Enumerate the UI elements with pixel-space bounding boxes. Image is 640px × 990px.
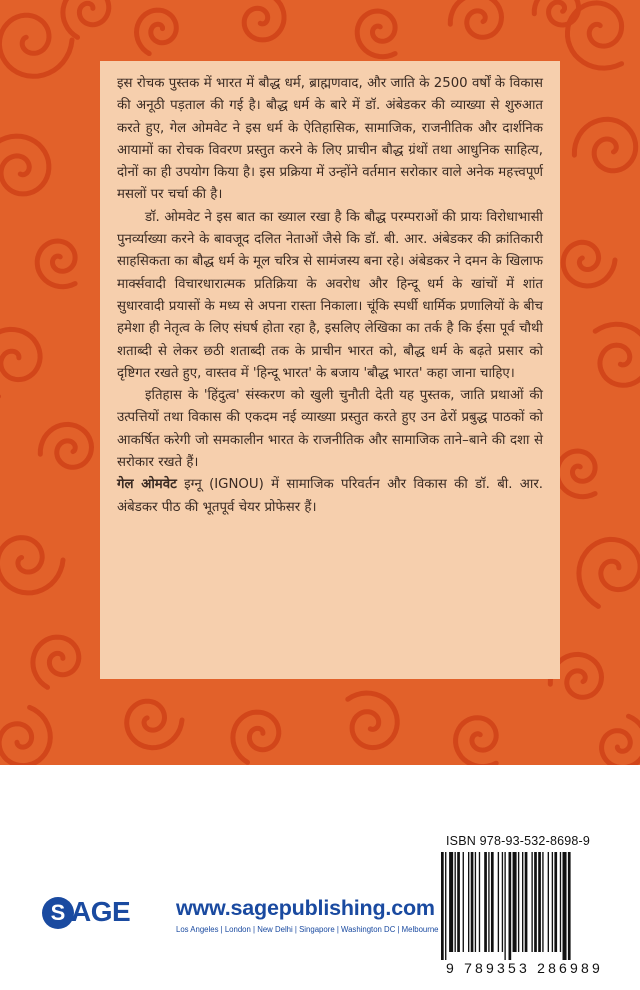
barcode-bar — [568, 852, 571, 960]
publisher-website-link[interactable]: www.sagepublishing.com — [176, 896, 435, 920]
barcode-bar — [491, 852, 494, 952]
swirl — [0, 329, 40, 396]
barcode-bar — [449, 852, 453, 952]
barcode-bar — [534, 852, 537, 952]
barcode-bar — [548, 852, 549, 952]
barcode-bar — [542, 852, 543, 952]
swirl — [534, 0, 578, 25]
barcode-bar — [513, 852, 517, 952]
swirl — [63, 0, 109, 37]
synopsis-paragraph-2: डॉ. ओमवेट ने इस बात का ख्याल रखा है कि बौद्ध परम्पराओं की प्रायः विरोधाभासी पुनर्व्याख्या करने के बावजूद दलित नेताओं जैसे कि डॉ. बी. आर. अंबेडकर की क्रांतिकारी साहसिकता का बौद्ध धर्म के मूल चरित्र से सामंजस्य बना रहे। अंबेडकर ने दमन के खिलाफ मार्क्सवादी विचारधारात्मक प्रतिक्रिया के अवरोध और हिन्दू धर्म के खांचों में शांत सुधारवादी प्रयासों के मध्य से अपना रास्ता निकाला। चूंकि स्पर्धी धार्मिक प्रणालियों के बीच हमेशा ही नेतृत्व के लिए संघर्ष होता रहा है, इसलिए लेखिका का तर्क है कि ईसा पूर्व चौथी शताब्दी से लेकर छठी शताब्दी तक के प्राचीन भारत को, बौद्ध धर्म के बढ़ते प्रसार को दृष्टिगत रखते हुए, वास्तव में 'हिन्दू भारत' के बजाय 'बौद्ध भारत' कहा जाना चाहिए। — [117, 209, 543, 381]
swirl — [450, 0, 501, 37]
barcode-bar — [502, 852, 503, 952]
barcode-bar — [563, 852, 567, 960]
author-bio — [117, 474, 543, 519]
swirl — [348, 693, 397, 748]
synopsis-paragraph-3: इतिहास के 'हिंदुत्व' संस्करण को खुली चुनौती देती यह पुस्तक, जाति प्रथाओं की उत्पत्तियों तथा विकास की एकदम नई व्याख्या प्रस्तुत करते हुए उन ढेरों प्रबुद्ध पाठकों को आकर्षित करेगी जो समकालीन भारत के राजनीतिक और सामाजिक ताने–बाने की दशा से सरोकार रखते हैं। — [117, 388, 543, 471]
barcode-bar — [554, 852, 557, 952]
swirl — [37, 241, 75, 287]
footer — [0, 765, 640, 990]
swirl — [127, 701, 182, 748]
swirl — [574, 119, 635, 171]
swirl — [233, 712, 279, 762]
swirl — [40, 424, 91, 467]
barcode-bar — [475, 852, 476, 952]
sage-logo-mark: S — [42, 897, 74, 929]
swirl — [557, 451, 595, 497]
barcode-bar — [457, 852, 460, 952]
barcode-bar — [538, 852, 541, 952]
isbn-label: ISBN 978-93-532-8698-9 — [446, 834, 591, 848]
synopsis-paragraph-1: इस रोचक पुस्तक में भारत में बौद्ध धर्म, ब्राह्मणवाद, और जाति के 2500 वर्षों के विकास की अनूठी पड़ताल की गई है। बौद्ध धर्म के बारे में डॉ. अंबेडकर की व्याख्या से शुरुआत करते हुए, गेल ओमवेट ने इस धर्म के ऐतिहासिक, सामाजिक, राजनीतिक और दार्शनिक आयामों का रोचक विवरण प्रस्तुत करने के लिए प्राचीन बौद्ध ग्रंथों तथा आधुनिक साहित्य, दोनों का ही उपयोग किया है। इस प्रक्रिया में उन्होंने वर्तमान सरोकार वाले अनेक महत्त्वपूर्ण मसलों पर चर्चा की है। — [117, 76, 543, 203]
swirl — [240, 0, 284, 40]
swirl — [33, 637, 79, 687]
barcode-bar — [560, 852, 561, 952]
swirl — [357, 11, 395, 57]
barcode-bar — [455, 852, 456, 952]
swirl — [456, 718, 497, 765]
barcode-bar — [522, 852, 523, 952]
barcode-bar — [441, 852, 444, 960]
author-bio-text: इग्नू (IGNOU) में सामाजिक परिवर्तन और विकास की डॉ. बी. आर. अंबेडकर पीठ की भूतपूर्व चेयर प्रोफेसर हैं। — [117, 477, 543, 515]
swirl — [0, 707, 50, 765]
swirl — [595, 324, 640, 385]
swirl — [579, 539, 640, 606]
barcode-bar — [509, 852, 512, 960]
barcode-bar — [479, 852, 480, 952]
swirl — [137, 10, 177, 54]
swirl — [0, 136, 49, 194]
barcode-bar — [531, 852, 532, 952]
isbn-barcode — [437, 852, 617, 960]
barcode-bar — [552, 852, 553, 952]
barcode-bar — [484, 852, 487, 952]
barcode-bar — [525, 852, 528, 952]
swirl — [0, 15, 72, 76]
barcode-bar — [468, 852, 469, 952]
barcode-digits: 9 789353 286989 — [446, 960, 603, 976]
barcode-bar — [463, 852, 464, 952]
barcode-bar — [488, 852, 489, 952]
barcode-bar — [498, 852, 499, 952]
barcode-bar — [518, 852, 519, 952]
swirl — [0, 538, 63, 593]
barcode-bar — [445, 852, 446, 960]
swirl — [563, 242, 615, 286]
barcode-bar — [471, 852, 474, 952]
sage-logo-word: AGE — [71, 896, 131, 927]
swirl — [602, 716, 640, 765]
publisher-cities: Los Angeles | London | New Delhi | Singapore | Washington DC | Melbourne — [176, 925, 439, 934]
synopsis-panel — [100, 61, 560, 679]
barcode-bar — [504, 852, 505, 960]
author-name: गेल ओमवेट — [117, 477, 177, 493]
